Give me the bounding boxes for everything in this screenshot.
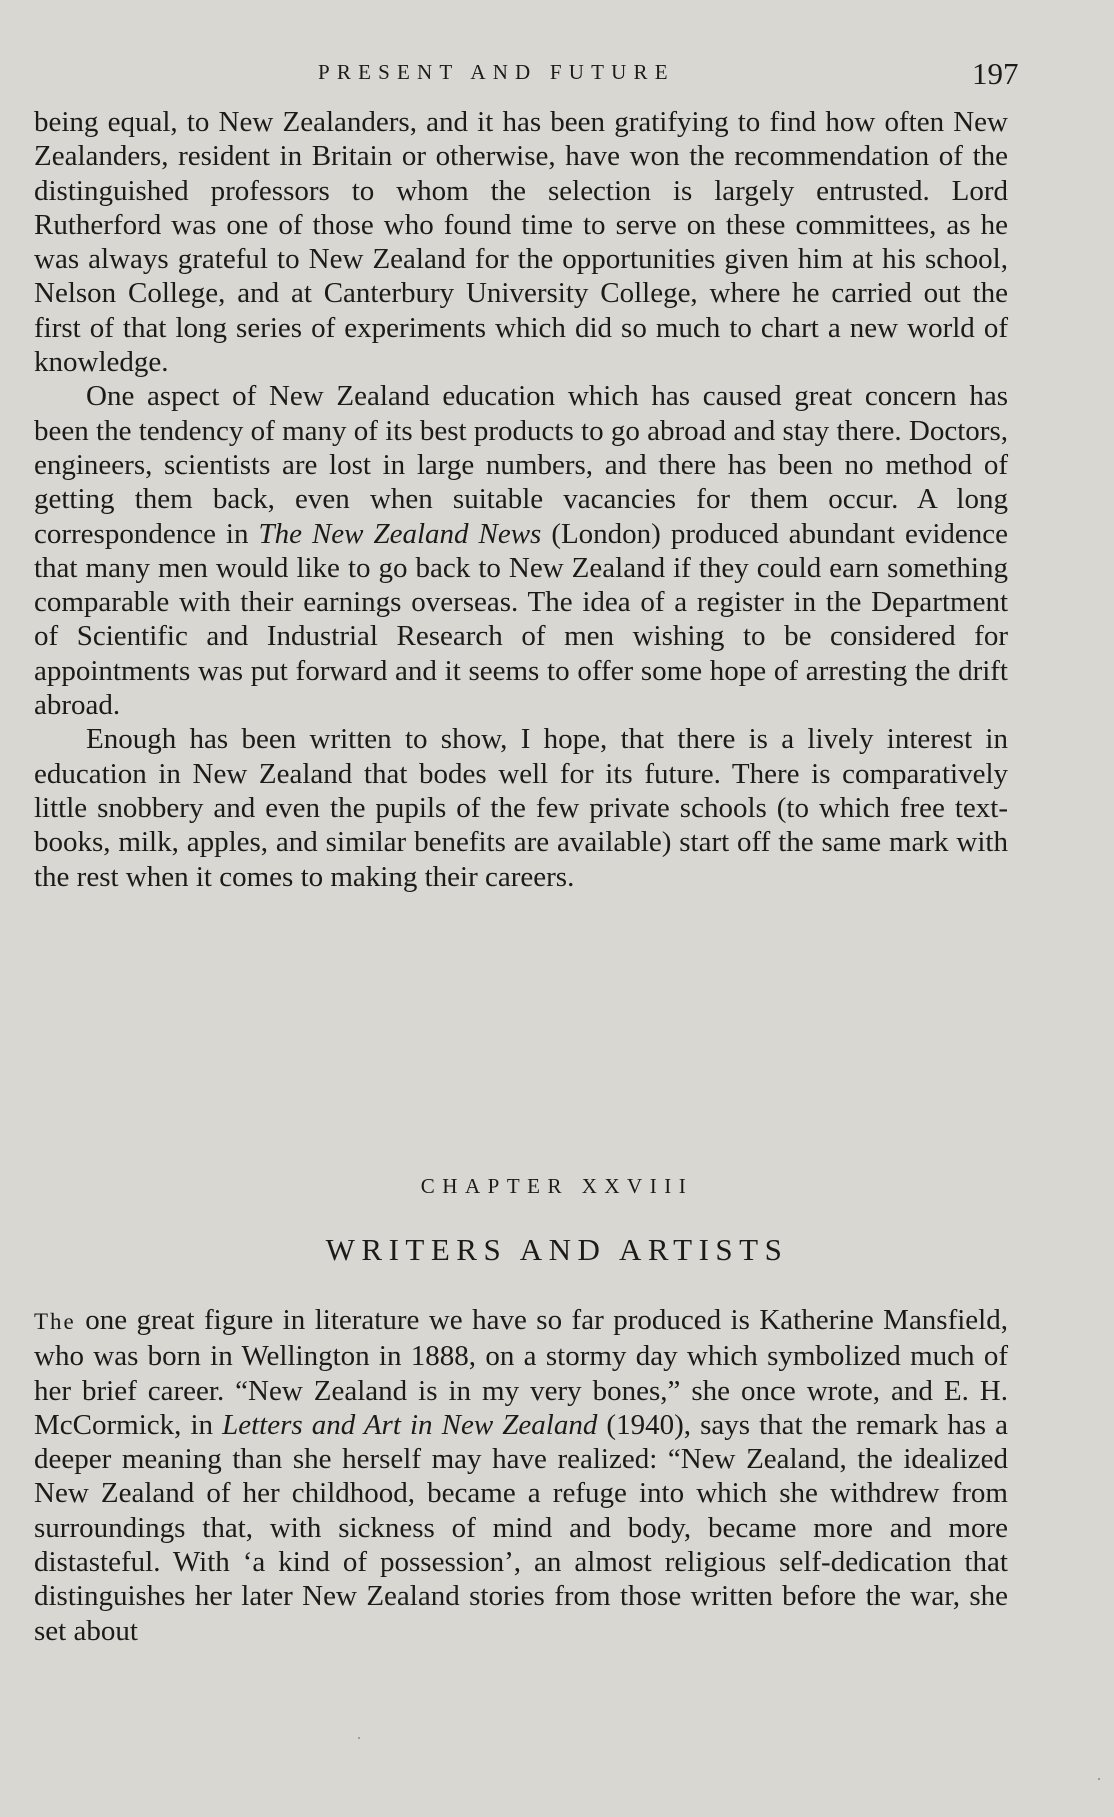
paragraph-lively-interest: Enough has been written to show, I hope, that there is a lively interest in education in New Zealand that bodes well for its future. There is comparatively little snobbery and even the pupils of the few private schools (to which free text-books, milk, apples, and similar benefits are available) start off the same mark with the rest when it comes to making their careers.: [34, 723, 1008, 893]
page-number: 197: [972, 56, 1019, 91]
paragraph-education-drift: [34, 379, 1008, 722]
paragraph-text: One aspect of New Zealand education which has caused great concern has been the tendency of many of its best products to go abroad and stay there. Doctors, engineers, scientists are lost in large numbers, and there has been no method of getting them back, even when suitable vacancies for them occur. A long correspondence in: [34, 380, 1008, 550]
section-present-and-future: [34, 105, 1008, 894]
newspaper-title: The New Zealand News: [258, 517, 542, 550]
book-title: Letters and Art in New Zealand: [222, 1408, 598, 1441]
paragraph-rutherford: being equal, to New Zealanders, and it has been gratifying to find how often New Zealanders, resident in Britain or otherwise, have won the recommendation of the distinguished professors to whom the selection is largely entrusted. Lord Rutherford was one of those who found time to serve on these committees, as he was always grateful to New Zealand for the opportunities given him at his school, Nelson College, and at Canterbury University College, where he carried out the first of that long series of experiments which did so much to chart a new world of knowledge.: [34, 106, 1008, 379]
paragraph-katherine-mansfield: [34, 1303, 1008, 1648]
running-head: [0, 56, 1114, 96]
chapter-label: CHAPTER XXVIII: [420, 1174, 694, 1198]
paragraph-text: (1940), says that the remark has a deeper meaning than she herself may have realized: “New Zealand, the idealized New Zealand of her childhood, became a refuge into which she withdrew from surroundings that, with sickness of mind and body, became more and more distasteful. With ‘a kind of possession’, an almost religious self-dedication that distinguishes her later New Zealand stories from those written before the war, she set about: [34, 1408, 1008, 1647]
small-caps-lead: The: [34, 1309, 76, 1334]
paper-speck: [1098, 1778, 1100, 1780]
paragraph-text: one great figure in literature we have so far produced is Katherine Mansfield, who was born in Wellington in 1888, on a stormy day which symbolized much of her brief career. “New Zealand is in my very bones,” she once wrote, and E. H. McCormick, in: [34, 1304, 1008, 1441]
section-writers-and-artists: [34, 1303, 1008, 1648]
paragraph-text: (London) produced abundant evidence that many men would like to go back to New Zealand if they could earn something comparable with their earnings overseas. The idea of a register in the Department of Scientific and Industrial Research of men wishing to be considered for appointments was put forward and it seems to offer some hope of arresting the drift abroad.: [34, 517, 1008, 722]
running-title: PRESENT AND FUTURE: [318, 60, 675, 84]
paper-speck: [358, 1737, 360, 1739]
chapter-title: WRITERS AND ARTISTS: [325, 1232, 789, 1267]
